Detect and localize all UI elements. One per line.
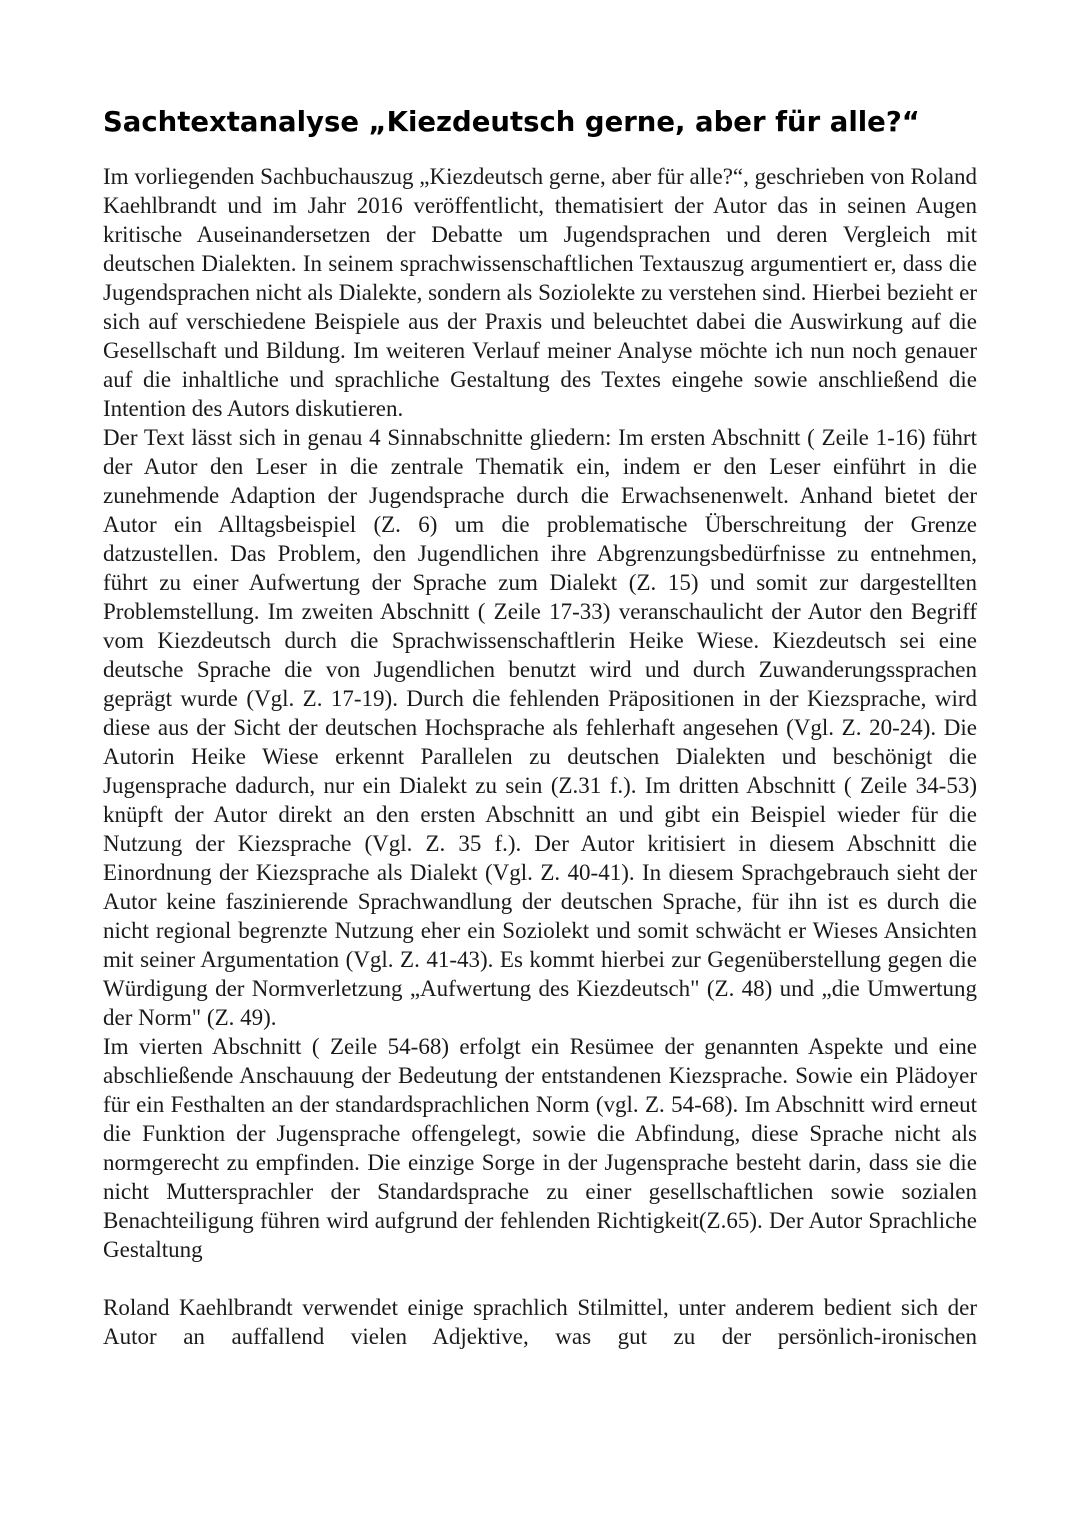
paragraph-stylistic-analysis: Roland Kaehlbrandt verwendet einige sprachlich Stilmittel, unter anderem bedient sich der Autor an auffallend vielen Adjektive, was gut zu der persönlich-ironischen [103, 1295, 977, 1349]
paragraph-fourth-section: Im vierten Abschnitt ( Zeile 54-68) erfolgt ein Resümee der genannten Aspekte und eine abschließende Anschauung der Bedeutung der entstandenen Kiezsprache. Sowie ein Plädoyer für ein Festhalten an der standardsprachlichen Norm (vgl. Z. 54-68). Im Abschnitt wird erneut die Funktion der Jugensprache offengelegt, sowie die Abfindung, diese Sprache nicht als normgerecht zu empfinden. Die einzige Sorge in der Jugensprache besteht darin, dass sie die nicht Muttersprachler der Standardsprache zu einer gesellschaftlichen sowie sozialen Benachteiligung führen wird aufgrund der fehlenden Richtigkeit(Z.65). Der Autor Sprachliche Gestaltung [103, 1034, 977, 1262]
paragraph-introduction: Im vorliegenden Sachbuchauszug „Kiezdeutsch gerne, aber für alle?“, geschrieben von Roland Kaehlbrandt und im Jahr 2016 veröffentlicht, thematisiert der Autor das in seinen Augen kritische Auseinandersetzen der Debatte um Jugendsprachen und deren Vergleich mit deutschen Dialekten. In seinem sprachwissenschaftlichen Textauszug argumentiert er, dass die Jugendsprachen nicht als Dialekte, sondern als Soziolekte zu verstehen sind. Hierbei bezieht er sich auf verschiedene Beispiele aus der Praxis und beleuchtet dabei die Auswirkung auf die Gesellschaft und Bildung. Im weiteren Verlauf meiner Analyse möchte ich nun noch genauer auf die inhaltliche und sprachliche Gestaltung des Textes eingehe sowie anschließend die Intention des Autors diskutieren. [103, 164, 977, 421]
paragraph-sections: Der Text lässt sich in genau 4 Sinnabschnitte gliedern: Im ersten Abschnitt ( Zeile 1-16) führt der Autor den Leser in die zentrale Thematik ein, indem er den Leser einführt in die zunehmende Adaption der Jugendsprache durch die Erwachsenenwelt. Anhand bietet der Autor ein Alltagsbeispiel (Z. 6) um die problematische Überschreitung der Grenze datzustellen. Das Problem, den Jugendlichen ihre Abgrenzungsbedürfnisse zu entnehmen, führt zu einer Aufwertung der Sprache zum Dialekt (Z. 15) und somit zur dargestellten Problemstellung. Im zweiten Abschnitt ( Zeile 17-33) veranschaulicht der Autor den Begriff vom Kiezdeutsch durch die Sprachwissenschaftlerin Heike Wiese. Kiezdeutsch sei eine deutsche Sprache die von Jugendlichen benutzt wird und durch Zuwanderungssprachen geprägt wurde (Vgl. Z. 17-19). Durch die fehlenden Präpositionen in der Kiezsprache, wird diese aus der Sicht der deutschen Hochsprache als fehlerhaft angesehen (Vgl. Z. 20-24). Die Autorin Heike Wiese erkennt Parallelen zu deutschen Dialekten und beschönigt die Jugensprache dadurch, nur ein Dialekt zu sein (Z.31 f.). Im dritten Abschnitt ( Zeile 34-53) knüpft der Autor direkt an den ersten Abschnitt an und gibt ein Beispiel wieder für die Nutzung der Kiezsprache (Vgl. Z. 35 f.). Der Autor kritisiert in diesem Abschnitt die Einordnung der Kiezsprache als Dialekt (Vgl. Z. 40-41). In diesem Sprachgebrauch sieht der Autor keine faszinierende Sprachwandlung der deutschen Sprache, für ihn ist es durch die nicht regional begrenzte Nutzung eher ein Soziolekt und somit schwächt er Wieses Ansichten mit seiner Argumentation (Vgl. Z. 41-43). Es kommt hierbei zur Gegenüberstellung gegen die Würdigung der Normverletzung „Aufwertung des Kiezdeutsch" (Z. 48) und „die Umwertung der Norm" (Z. 49). [103, 425, 977, 1030]
document-page [103, 102, 977, 1351]
document-title: Sachtextanalyse „Kiezdeutsch gerne, aber für alle?“ [103, 106, 920, 138]
